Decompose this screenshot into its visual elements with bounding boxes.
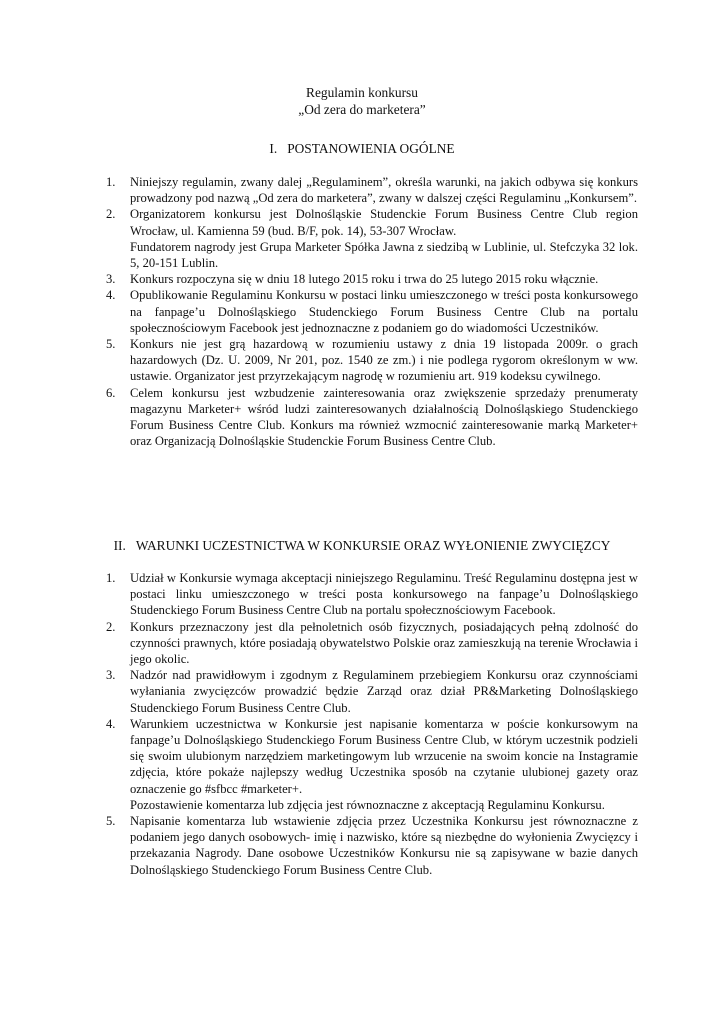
list-item xyxy=(106,336,638,385)
list-item-number: 4. xyxy=(106,716,116,731)
document-title-block xyxy=(0,84,724,118)
list-item-number: 6. xyxy=(106,385,116,400)
list-item-text: Niniejszy regulamin, zwany dalej „Regulaminem”, określa warunki, na jakich odbywa się konkurs prowadzony pod nazwą „Od zera do marketera”, zwany w dalszej części Regulaminu „Konkursem”. xyxy=(130,175,638,206)
section-heading-2 xyxy=(0,537,724,554)
list-item-number: 1. xyxy=(106,571,116,585)
list-item-number: 2. xyxy=(106,619,116,634)
list-item xyxy=(106,667,638,716)
list-item-text: Organizatorem konkursu jest Dolnośląskie Studenckie Forum Business Centre Club region Wrocław, ul. Kamienna 59 (bud. B/F, pok. 14), 53-307 Wrocław. xyxy=(130,207,638,238)
section-title: WARUNKI UCZESTNICTWA W KONKURSIE ORAZ WYŁONIENIE ZWYCIĘZCY xyxy=(135,538,611,553)
section-number: I. xyxy=(269,141,278,156)
list-item-text: Konkurs rozpoczyna się w dniu 18 lutego 2015 roku i trwa do 25 lutego 2015 roku włącznie. xyxy=(130,272,599,287)
section-heading-1 xyxy=(0,140,724,157)
list-item-number: 1. xyxy=(106,175,116,189)
list-item xyxy=(106,271,638,287)
list-item-text: Fundatorem nagrody jest Grupa Marketer Spółka Jawna z siedzibą w Lublinie, ul. Stefczyka 32 lok. 5, 20-151 Lublin. xyxy=(130,239,638,271)
list-item-text: Opublikowanie Regulaminu Konkursu w postaci linku umieszczonego w treści posta konkursowego na fanpage’u Dolnośląskiego Studenckiego Forum Business Centre Club na portalu społecznościowym Facebook jest jednoznaczne z podaniem go do wiadomości Uczestników. xyxy=(130,288,638,335)
list-item-number: 5. xyxy=(106,814,116,829)
document-title: Regulamin konkursu xyxy=(306,85,418,100)
list-item-number: 5. xyxy=(106,337,116,352)
list-item-text: Konkurs nie jest grą hazardową w rozumieniu ustawy z dnia 19 listopada 2009r. o grach hazardowych (Dz. U. 2009, Nr 201, poz. 1540 ze zm.) i nie podlega rygorom określonym w ww. ustawie. Organizator jest przyrzekającym nagrodę w rozumieniu art. 919 kodeksu cywilnego. xyxy=(130,337,638,384)
section-1-list xyxy=(106,174,638,449)
list-item xyxy=(106,716,638,813)
list-item xyxy=(106,287,638,336)
list-item xyxy=(106,174,638,206)
list-item-number: 3. xyxy=(106,668,116,683)
list-item-text: Celem konkursu jest wzbudzenie zainteresowania oraz zwiększenie sprzedaży prenumeraty magazynu Marketer+ wśród ludzi zainteresowanych działalnością Dolnośląskiego Studenckiego Forum Business Centre Club. Konkurs ma również wzmocnić zainteresowanie marką Marketer+ oraz Organizacją Dolnośląskie Studenckie Forum Business Centre Club. xyxy=(130,385,638,449)
section-title: POSTANOWIENIA OGÓLNE xyxy=(287,141,455,156)
list-item-text: Napisanie komentarza lub wstawienie zdjęcia przez Uczestnika Konkursu jest równoznaczne z podaniem jego danych osobowych- imię i nazwisko, które są niezbędne do wyłonienia Zwycięzcy i przekazania Nagrody. Dane osobowe Uczestników Konkursu nie są zapisywane w bazie danych Dolnośląskiego Studenckiego Forum Business Centre Club. xyxy=(130,814,638,877)
list-item-number: 3. xyxy=(106,272,116,287)
list-item-text: Konkurs przeznaczony jest dla pełnoletnich osób fizycznych, posiadających pełną zdolność do czynności prawnych, które posiadają obywatelstwo Polskie oraz zamieszkują na terenie Wrocławia i jego okolic. xyxy=(130,619,638,667)
document-subtitle: „Od zera do marketera” xyxy=(298,102,426,117)
list-item xyxy=(106,813,638,878)
list-item-text: Udział w Konkursie wymaga akceptacji niniejszego Regulaminu. Treść Regulaminu dostępna jest w postaci linku umieszczonego w treści posta konkursowego na fanpage’u Dolnośląskiego Studenckiego Forum Business Centre Club na portalu społecznościowym Facebook. xyxy=(130,571,638,618)
list-item-number: 4. xyxy=(106,288,116,303)
list-item-text: Pozostawienie komentarza lub zdjęcia jest równoznaczne z akceptacją Regulaminu Konkursu. xyxy=(130,797,605,812)
list-item xyxy=(106,570,638,619)
list-item-text: Nadzór nad prawidłowym i zgodnym z Regulaminem przebiegiem Konkursu oraz czynnościami wyłaniania zwycięzców prowadzić będzie Zarząd oraz dział PR&Marketing Dolnośląskiego Studenckiego Forum Business Centre Club. xyxy=(130,668,638,715)
list-item-number: 2. xyxy=(106,207,116,222)
section-number: II. xyxy=(113,538,126,553)
list-item-text: Warunkiem uczestnictwa w Konkursie jest napisanie komentarza w poście konkursowym na fanpage’u Dolnośląskiego Studenckiego Forum Business Centre Club, w którym uczestnik podzieli się swoim ulubionym narzędziem marketingowym lub wrzucenie na swoim koncie na Instagramie zdjęcia, które pokaże najlepszy według Uczestnika sposób na czytanie ulubionej gazety oraz oznaczenie go #sfbcc #marketer+. xyxy=(130,716,638,796)
list-item xyxy=(106,619,638,668)
list-item xyxy=(106,385,638,450)
section-2-list xyxy=(106,570,638,878)
list-item xyxy=(106,206,638,271)
